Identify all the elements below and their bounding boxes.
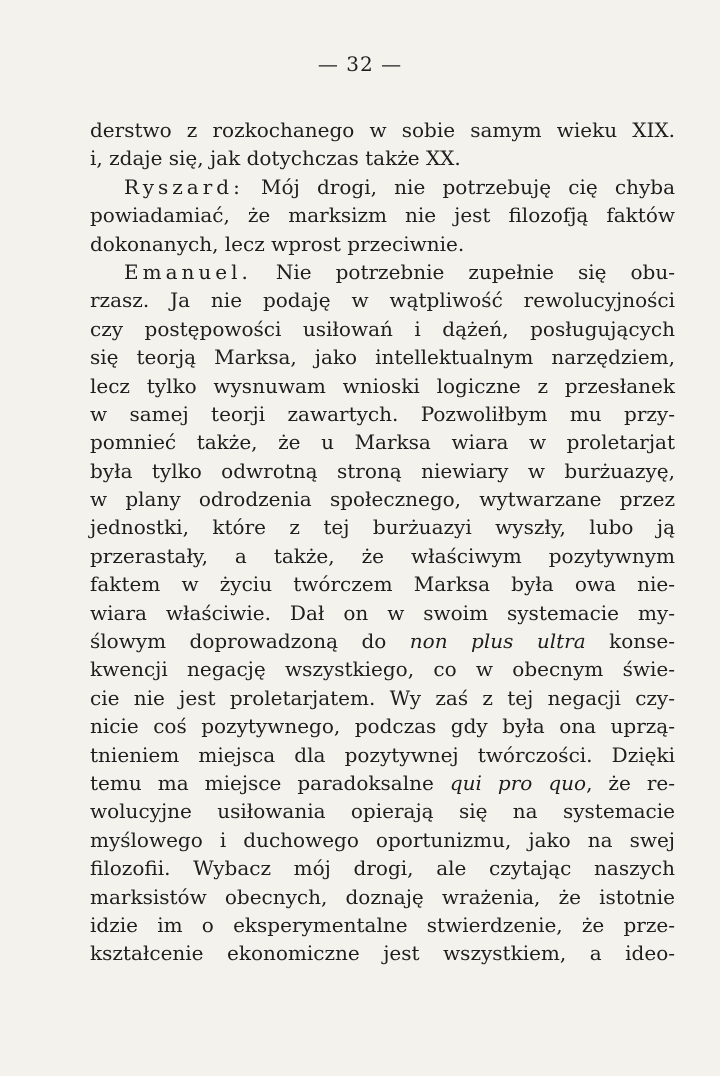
text-segment: , że re- — [586, 770, 675, 795]
text-line — [90, 599, 675, 627]
text-line — [90, 428, 675, 456]
text-line — [90, 315, 675, 343]
text-segment: powiadamiać, że marksizm nie jest filozofją faktów — [90, 203, 675, 228]
text-segment: dokonanych, lecz wprost przeciwnie. — [90, 231, 465, 256]
text-segment: idzie im o eksperymentalne stwierdzenie, że prze- — [90, 912, 675, 937]
text-segment: w samej teorji zawartych. Pozwoliłbym mu przy- — [90, 401, 675, 426]
text-segment: lecz tylko wysnuwam wnioski logiczne z przesłanek — [90, 373, 675, 398]
text-segment: pomnieć także, że u Marksa wiara w proletarjat — [90, 430, 675, 455]
text-segment: nicie coś pozytywnego, podczas gdy była ona uprzą- — [90, 714, 675, 739]
text-segment: jednostki, które z tej burżuazyi wyszły, lubo ją — [90, 515, 675, 540]
text-line — [90, 116, 675, 144]
text-line — [90, 343, 675, 371]
text-segment: i, zdaje się, jak dotychczas także XX. — [90, 146, 461, 171]
text-segment: rzasz. Ja nie podaję w wątpliwość rewolucyjności — [90, 288, 675, 313]
text-segment: Nie potrzebnie zupełnie się obu- — [251, 259, 675, 284]
text-line — [90, 372, 675, 400]
text-line — [90, 826, 675, 854]
text-segment: tnieniem miejsca dla pozytywnej twórczości. Dzięki — [90, 742, 675, 767]
text-segment: wiara właściwie. Dał on w swoim systemacie my- — [90, 600, 675, 625]
text-line — [90, 485, 675, 513]
text-line — [90, 883, 675, 911]
text-segment: kwencji negację wszystkiego, co w obecnym świe- — [90, 657, 675, 682]
text-line — [90, 144, 675, 172]
text-segment: marksistów obecnych, doznaję wrażenia, że istotnie — [90, 884, 675, 909]
text-segment: w plany odrodzenia społecznego, wytwarzane przez — [90, 487, 675, 512]
text-segment: się teorją Marksa, jako intellektualnym narzędziem, — [90, 345, 675, 370]
text-line — [90, 911, 675, 939]
latin-phrase: non plus ultra — [409, 629, 586, 654]
text-line — [90, 769, 675, 797]
text-segment: temu ma miejsce paradoksalne — [90, 770, 450, 795]
text-line — [90, 513, 675, 541]
speaker-name: Ryszard: — [124, 174, 244, 199]
speaker-name: Emanuel. — [124, 259, 252, 284]
page-number-header: — 32 — — [317, 52, 403, 76]
text-line — [90, 655, 675, 683]
text-segment: była tylko odwrotną stroną niewiary w burżuazyę, — [90, 458, 675, 483]
text-line — [90, 712, 675, 740]
text-segment: konse- — [585, 629, 675, 654]
text-segment: cie nie jest proletarjatem. Wy zaś z tej negacji czy- — [90, 685, 675, 710]
text-line — [90, 258, 675, 286]
text-segment: Mój drogi, nie potrzebuję cię chyba — [243, 174, 675, 199]
text-line — [90, 797, 675, 825]
text-segment: ślowym doprowadzoną do — [90, 629, 410, 654]
text-segment: myślowego i duchowego oportunizmu, jako na swej — [90, 827, 675, 852]
text-line — [90, 741, 675, 769]
text-line — [90, 173, 675, 201]
text-line — [90, 570, 675, 598]
text-line — [90, 230, 675, 258]
text-line — [90, 939, 675, 967]
text-line — [90, 854, 675, 882]
text-segment: przerastały, a także, że właściwym pozytywnym — [90, 543, 675, 568]
latin-phrase: qui pro quo — [449, 770, 587, 795]
text-segment: czy postępowości usiłowań i dążeń, posługujących — [90, 316, 675, 341]
text-segment: filozofii. Wybacz mój drogi, ale czytając naszych — [90, 856, 675, 881]
text-line — [90, 684, 675, 712]
text-line — [90, 542, 675, 570]
text-segment: derstwo z rozkochanego w sobie samym wieku XIX. — [90, 118, 675, 142]
text-line — [90, 457, 675, 485]
text-segment: faktem w życiu twórczem Marksa była owa nie- — [90, 572, 675, 597]
text-segment: kształcenie ekonomiczne jest wszystkiem, a ideo- — [90, 941, 675, 966]
text-segment: wolucyjne usiłowania opierają się na systemacie — [90, 799, 675, 824]
body-text — [90, 116, 675, 968]
text-line — [90, 627, 675, 655]
text-line — [90, 201, 675, 229]
text-line — [90, 286, 675, 314]
text-line — [90, 400, 675, 428]
